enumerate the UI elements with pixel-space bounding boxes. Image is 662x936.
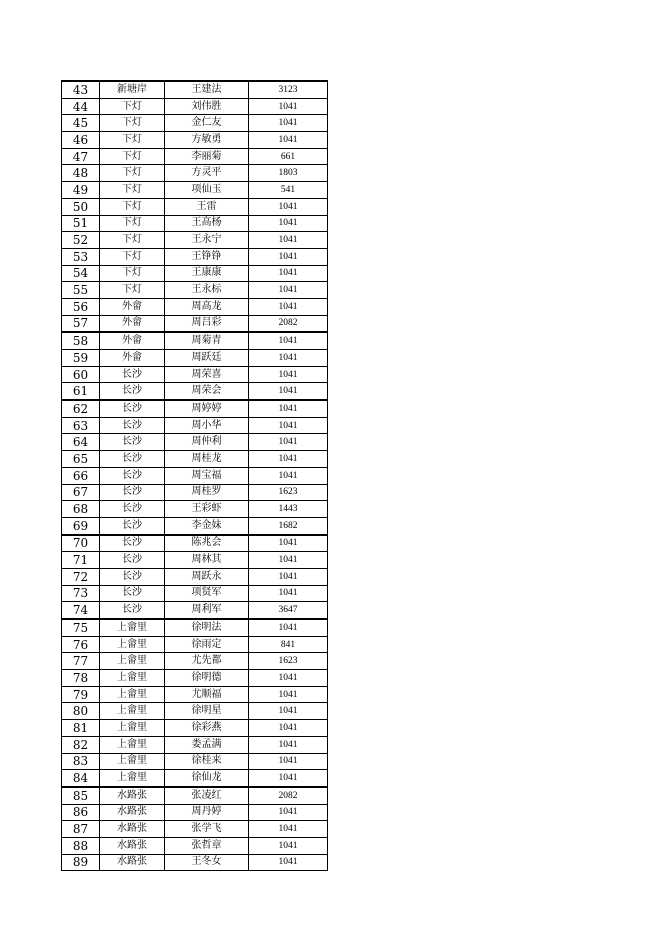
amount-cell[interactable]: 1041 [249,451,328,468]
table-row [62,434,328,451]
village-cell[interactable]: 水路张 [100,854,165,871]
village-cell[interactable]: 长沙 [100,535,165,552]
village-cell[interactable]: 新塘岸 [100,81,165,98]
table-row [62,703,328,720]
table-row [62,98,328,115]
amount-cell[interactable]: 841 [249,636,328,653]
row-number-cell[interactable]: 64 [62,434,100,451]
table-row [62,332,328,349]
table-row [62,282,328,299]
table-row [62,467,328,484]
village-cell[interactable]: 外畲 [100,298,165,315]
amount-cell[interactable]: 1041 [249,854,328,871]
village-cell[interactable]: 长沙 [100,400,165,417]
row-number-cell[interactable]: 81 [62,720,100,737]
name-cell[interactable]: 项仙玉 [165,182,249,199]
table-row [62,736,328,753]
name-cell[interactable]: 陈兆会 [165,535,249,552]
row-number-cell[interactable]: 43 [62,81,100,98]
row-number-cell[interactable]: 72 [62,568,100,585]
name-cell[interactable]: 周桂罗 [165,484,249,501]
row-number-cell[interactable]: 65 [62,451,100,468]
village-cell[interactable]: 上畲里 [100,619,165,636]
table-row [62,115,328,132]
table-row [62,619,328,636]
village-cell[interactable]: 下灯 [100,165,165,182]
row-number-cell[interactable]: 66 [62,467,100,484]
name-cell[interactable]: 徐明德 [165,670,249,687]
name-cell[interactable]: 李丽菊 [165,148,249,165]
row-number-cell[interactable]: 55 [62,282,100,299]
row-number-cell[interactable]: 62 [62,400,100,417]
amount-cell[interactable]: 3123 [249,81,328,98]
amount-cell[interactable]: 1041 [249,670,328,687]
name-cell[interactable]: 张学飞 [165,821,249,838]
table-row [62,451,328,468]
row-number-cell[interactable]: 73 [62,585,100,602]
name-cell[interactable]: 周菊青 [165,332,249,349]
table-row [62,720,328,737]
row-number-cell[interactable]: 70 [62,535,100,552]
name-cell[interactable]: 周吕彩 [165,315,249,332]
amount-cell[interactable]: 1041 [249,265,328,282]
amount-cell[interactable]: 2082 [249,787,328,804]
village-cell[interactable]: 下灯 [100,182,165,199]
amount-cell[interactable]: 1041 [249,332,328,349]
village-cell[interactable]: 长沙 [100,451,165,468]
name-cell[interactable]: 徐仙龙 [165,770,249,787]
table-row [62,215,328,232]
table-row [62,753,328,770]
row-number-cell[interactable]: 61 [62,383,100,400]
name-cell[interactable]: 周桂龙 [165,451,249,468]
name-cell[interactable]: 周丹婷 [165,804,249,821]
village-cell[interactable]: 长沙 [100,484,165,501]
amount-cell[interactable]: 1041 [249,400,328,417]
table-row [62,315,328,332]
amount-cell[interactable]: 1682 [249,517,328,534]
village-cell[interactable]: 长沙 [100,383,165,400]
village-cell[interactable]: 下灯 [100,265,165,282]
amount-cell[interactable]: 1041 [249,552,328,569]
name-cell[interactable]: 王雷 [165,198,249,215]
amount-cell[interactable]: 1041 [249,434,328,451]
row-number-cell[interactable]: 47 [62,148,100,165]
name-cell[interactable]: 周荣会 [165,383,249,400]
row-number-cell[interactable]: 88 [62,837,100,854]
data-table [61,80,328,871]
name-cell[interactable]: 周仲利 [165,434,249,451]
village-cell[interactable]: 下灯 [100,282,165,299]
name-cell[interactable]: 项贤军 [165,585,249,602]
name-cell[interactable]: 周小华 [165,417,249,434]
name-cell[interactable]: 周跃廷 [165,350,249,367]
name-cell[interactable]: 周高龙 [165,298,249,315]
name-cell[interactable]: 徐明星 [165,703,249,720]
table-row [62,400,328,417]
amount-cell[interactable]: 1803 [249,165,328,182]
row-number-cell[interactable]: 85 [62,787,100,804]
table-row [62,350,328,367]
table-row [62,517,328,534]
amount-cell[interactable]: 1041 [249,770,328,787]
table-row [62,182,328,199]
name-cell[interactable]: 王彩虾 [165,501,249,518]
row-number-cell[interactable]: 49 [62,182,100,199]
name-cell[interactable]: 王建法 [165,81,249,98]
village-cell[interactable]: 上畲里 [100,636,165,653]
amount-cell[interactable]: 1041 [249,821,328,838]
name-cell[interactable]: 尤先都 [165,653,249,670]
village-cell[interactable]: 长沙 [100,517,165,534]
table-row [62,653,328,670]
row-number-cell[interactable]: 45 [62,115,100,132]
row-number-cell[interactable]: 48 [62,165,100,182]
name-cell[interactable]: 周荣喜 [165,366,249,383]
row-number-cell[interactable]: 69 [62,517,100,534]
name-cell[interactable]: 徐雨定 [165,636,249,653]
village-cell[interactable]: 外畲 [100,350,165,367]
name-cell[interactable]: 周跃永 [165,568,249,585]
table-row [62,804,328,821]
row-number-cell[interactable]: 68 [62,501,100,518]
row-number-cell[interactable]: 83 [62,753,100,770]
name-cell[interactable]: 张哲章 [165,837,249,854]
village-cell[interactable]: 长沙 [100,602,165,619]
table-row [62,232,328,249]
village-cell[interactable]: 上畲里 [100,670,165,687]
village-cell[interactable]: 下灯 [100,148,165,165]
name-cell[interactable]: 王冬女 [165,854,249,871]
table-row [62,248,328,265]
row-number-cell[interactable]: 57 [62,315,100,332]
amount-cell[interactable]: 1041 [249,619,328,636]
row-number-cell[interactable]: 80 [62,703,100,720]
name-cell[interactable]: 李金妹 [165,517,249,534]
row-number-cell[interactable]: 67 [62,484,100,501]
amount-cell[interactable]: 1041 [249,215,328,232]
village-cell[interactable]: 长沙 [100,417,165,434]
name-cell[interactable]: 尤顺福 [165,686,249,703]
table-row [62,198,328,215]
amount-cell[interactable]: 1041 [249,837,328,854]
amount-cell[interactable]: 3647 [249,602,328,619]
row-number-cell[interactable]: 77 [62,653,100,670]
name-cell[interactable]: 王康康 [165,265,249,282]
amount-cell[interactable]: 1041 [249,350,328,367]
table-row [62,501,328,518]
village-cell[interactable]: 上畲里 [100,720,165,737]
row-number-cell[interactable]: 86 [62,804,100,821]
village-cell[interactable]: 下灯 [100,98,165,115]
row-number-cell[interactable]: 50 [62,198,100,215]
table-row [62,81,328,98]
row-number-cell[interactable]: 76 [62,636,100,653]
table-row [62,670,328,687]
village-cell[interactable]: 下灯 [100,232,165,249]
village-cell[interactable]: 下灯 [100,248,165,265]
name-cell[interactable]: 王高杨 [165,215,249,232]
amount-cell[interactable]: 1041 [249,720,328,737]
village-cell[interactable]: 长沙 [100,568,165,585]
amount-cell[interactable]: 1041 [249,132,328,149]
village-cell[interactable]: 水路张 [100,787,165,804]
table-row [62,265,328,282]
village-cell[interactable]: 外畲 [100,315,165,332]
amount-cell[interactable]: 1041 [249,535,328,552]
table-row [62,552,328,569]
amount-cell[interactable]: 541 [249,182,328,199]
amount-cell[interactable]: 1041 [249,804,328,821]
amount-cell[interactable]: 1041 [249,417,328,434]
table-row [62,165,328,182]
amount-cell[interactable]: 1623 [249,653,328,670]
amount-cell[interactable]: 1041 [249,736,328,753]
table-row [62,770,328,787]
village-cell[interactable]: 水路张 [100,837,165,854]
table-row [62,132,328,149]
village-cell[interactable]: 长沙 [100,434,165,451]
row-number-cell[interactable]: 84 [62,770,100,787]
name-cell[interactable]: 刘伟胜 [165,98,249,115]
table-row [62,417,328,434]
row-number-cell[interactable]: 60 [62,366,100,383]
name-cell[interactable]: 徐桂来 [165,753,249,770]
name-cell[interactable]: 张凌红 [165,787,249,804]
amount-cell[interactable]: 1623 [249,484,328,501]
amount-cell[interactable]: 1041 [249,686,328,703]
village-cell[interactable]: 下灯 [100,132,165,149]
row-number-cell[interactable]: 71 [62,552,100,569]
name-cell[interactable]: 徐彩燕 [165,720,249,737]
amount-cell[interactable]: 1041 [249,585,328,602]
row-number-cell[interactable]: 44 [62,98,100,115]
name-cell[interactable]: 王永宁 [165,232,249,249]
table-row [62,602,328,619]
table-row [62,568,328,585]
row-number-cell[interactable]: 46 [62,132,100,149]
village-cell[interactable]: 上畲里 [100,753,165,770]
name-cell[interactable]: 娄孟满 [165,736,249,753]
village-cell[interactable]: 下灯 [100,215,165,232]
amount-cell[interactable]: 1041 [249,568,328,585]
amount-cell[interactable]: 1041 [249,115,328,132]
row-number-cell[interactable]: 75 [62,619,100,636]
village-cell[interactable]: 长沙 [100,467,165,484]
amount-cell[interactable]: 1041 [249,467,328,484]
name-cell[interactable]: 周婷婷 [165,400,249,417]
amount-cell[interactable]: 1041 [249,383,328,400]
row-number-cell[interactable]: 56 [62,298,100,315]
row-number-cell[interactable]: 59 [62,350,100,367]
amount-cell[interactable]: 1041 [249,753,328,770]
name-cell[interactable]: 周林其 [165,552,249,569]
row-number-cell[interactable]: 63 [62,417,100,434]
table-row [62,585,328,602]
table-row [62,535,328,552]
table-row [62,821,328,838]
name-cell[interactable]: 周利军 [165,602,249,619]
amount-cell[interactable]: 2082 [249,315,328,332]
amount-cell[interactable]: 1041 [249,298,328,315]
village-cell[interactable]: 长沙 [100,552,165,569]
amount-cell[interactable]: 1041 [249,98,328,115]
village-cell[interactable]: 长沙 [100,501,165,518]
amount-cell[interactable]: 1041 [249,282,328,299]
name-cell[interactable]: 周宝福 [165,467,249,484]
village-cell[interactable]: 上畲里 [100,770,165,787]
row-number-cell[interactable]: 53 [62,248,100,265]
name-cell[interactable]: 王铮铮 [165,248,249,265]
row-number-cell[interactable]: 87 [62,821,100,838]
table-body [62,81,328,871]
row-number-cell[interactable]: 89 [62,854,100,871]
village-cell[interactable]: 上畲里 [100,736,165,753]
amount-cell[interactable]: 1041 [249,248,328,265]
row-number-cell[interactable]: 58 [62,332,100,349]
village-cell[interactable]: 水路张 [100,821,165,838]
table-row [62,837,328,854]
table-row [62,787,328,804]
village-cell[interactable]: 上畲里 [100,703,165,720]
table-row [62,383,328,400]
name-cell[interactable]: 王永标 [165,282,249,299]
table-row [62,366,328,383]
village-cell[interactable]: 外畲 [100,332,165,349]
name-cell[interactable]: 方敏勇 [165,132,249,149]
table-row [62,148,328,165]
table-row [62,484,328,501]
name-cell[interactable]: 方灵平 [165,165,249,182]
amount-cell[interactable]: 1041 [249,198,328,215]
village-cell[interactable]: 水路张 [100,804,165,821]
row-number-cell[interactable]: 79 [62,686,100,703]
row-number-cell[interactable]: 74 [62,602,100,619]
amount-cell[interactable]: 1443 [249,501,328,518]
village-cell[interactable]: 长沙 [100,585,165,602]
village-cell[interactable]: 下灯 [100,198,165,215]
village-cell[interactable]: 长沙 [100,366,165,383]
row-number-cell[interactable]: 52 [62,232,100,249]
row-number-cell[interactable]: 54 [62,265,100,282]
amount-cell[interactable]: 661 [249,148,328,165]
amount-cell[interactable]: 1041 [249,232,328,249]
table-row [62,636,328,653]
village-cell[interactable]: 下灯 [100,115,165,132]
row-number-cell[interactable]: 82 [62,736,100,753]
row-number-cell[interactable]: 51 [62,215,100,232]
amount-cell[interactable]: 1041 [249,366,328,383]
amount-cell[interactable]: 1041 [249,703,328,720]
table-row [62,686,328,703]
name-cell[interactable]: 金仁友 [165,115,249,132]
village-cell[interactable]: 上畲里 [100,653,165,670]
table-row [62,854,328,871]
name-cell[interactable]: 徐明法 [165,619,249,636]
village-cell[interactable]: 上畲里 [100,686,165,703]
row-number-cell[interactable]: 78 [62,670,100,687]
table-row [62,298,328,315]
